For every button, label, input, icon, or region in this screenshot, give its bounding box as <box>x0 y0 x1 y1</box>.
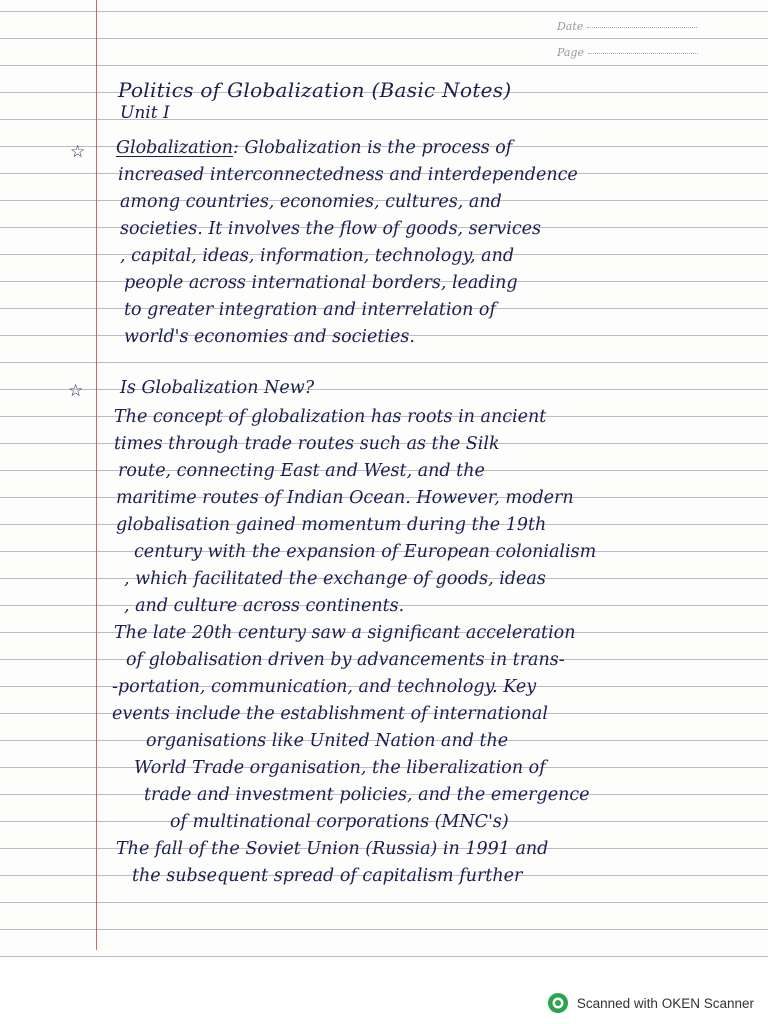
section2-line: The late 20th century saw a significant acceleration <box>114 623 576 643</box>
section1-line: , capital, ideas, information, technology, and <box>120 246 515 266</box>
section2-line: route, connecting East and West, and the <box>118 461 485 481</box>
section1-first-line <box>116 138 512 158</box>
scanner-logo-icon <box>547 992 569 1014</box>
star-icon: ☆ <box>68 381 84 401</box>
star-icon: ☆ <box>70 142 86 162</box>
section1-line: people across international borders, leading <box>124 273 518 293</box>
section1-line: to greater integration and interrelation of <box>124 300 496 320</box>
section1-line: societies. It involves the flow of goods, services <box>120 219 541 239</box>
page-title: Politics of Globalization (Basic Notes) <box>118 78 512 102</box>
section1-line: : Globalization is the process of <box>233 138 513 158</box>
scanner-watermark <box>547 992 754 1014</box>
section2-line: of globalisation driven by advancements in trans- <box>126 650 565 670</box>
unit-label: Unit I <box>120 103 170 123</box>
section2-line: organisations like United Nation and the <box>146 731 509 751</box>
date-page-box <box>557 14 698 66</box>
section2-line: maritime routes of Indian Ocean. However, modern <box>116 488 574 508</box>
section2-line: times through trade routes such as the Silk <box>114 434 500 454</box>
section2-heading: Is Globalization New? <box>120 378 315 398</box>
section2-line: , and culture across continents. <box>124 596 405 616</box>
section2-line: The concept of globalization has roots in ancient <box>114 407 547 427</box>
scanner-text: Scanned with OKEN Scanner <box>576 995 754 1011</box>
section1-line: among countries, economies, cultures, and <box>120 192 502 212</box>
section2-line: The fall of the Soviet Union (Russia) in 1991 and <box>116 839 549 859</box>
margin-line <box>96 0 97 950</box>
section2-line: globalisation gained momentum during the 19th <box>116 515 547 535</box>
section2-line: century with the expansion of European colonialism <box>134 542 597 562</box>
section2-line: -portation, communication, and technology. Key <box>112 677 537 697</box>
section1-heading: Globalization <box>116 138 234 158</box>
section2-line: of multinational corporations (MNC's) <box>170 812 509 832</box>
page-field <box>557 40 698 66</box>
section2-line: events include the establishment of international <box>112 704 548 724</box>
date-label: Date <box>556 20 584 33</box>
section2-line: the subsequent spread of capitalism further <box>132 866 523 886</box>
section2-line: World Trade organisation, the liberalization of <box>134 758 546 778</box>
date-field <box>557 14 698 40</box>
section2-line: , which facilitated the exchange of goods, ideas <box>124 569 546 589</box>
section1-line: world's economies and societies. <box>124 327 415 347</box>
page-label: Page <box>556 46 584 59</box>
section2-line: trade and investment policies, and the emergence <box>144 785 590 805</box>
section1-line: increased interconnectedness and interdependence <box>118 165 578 185</box>
